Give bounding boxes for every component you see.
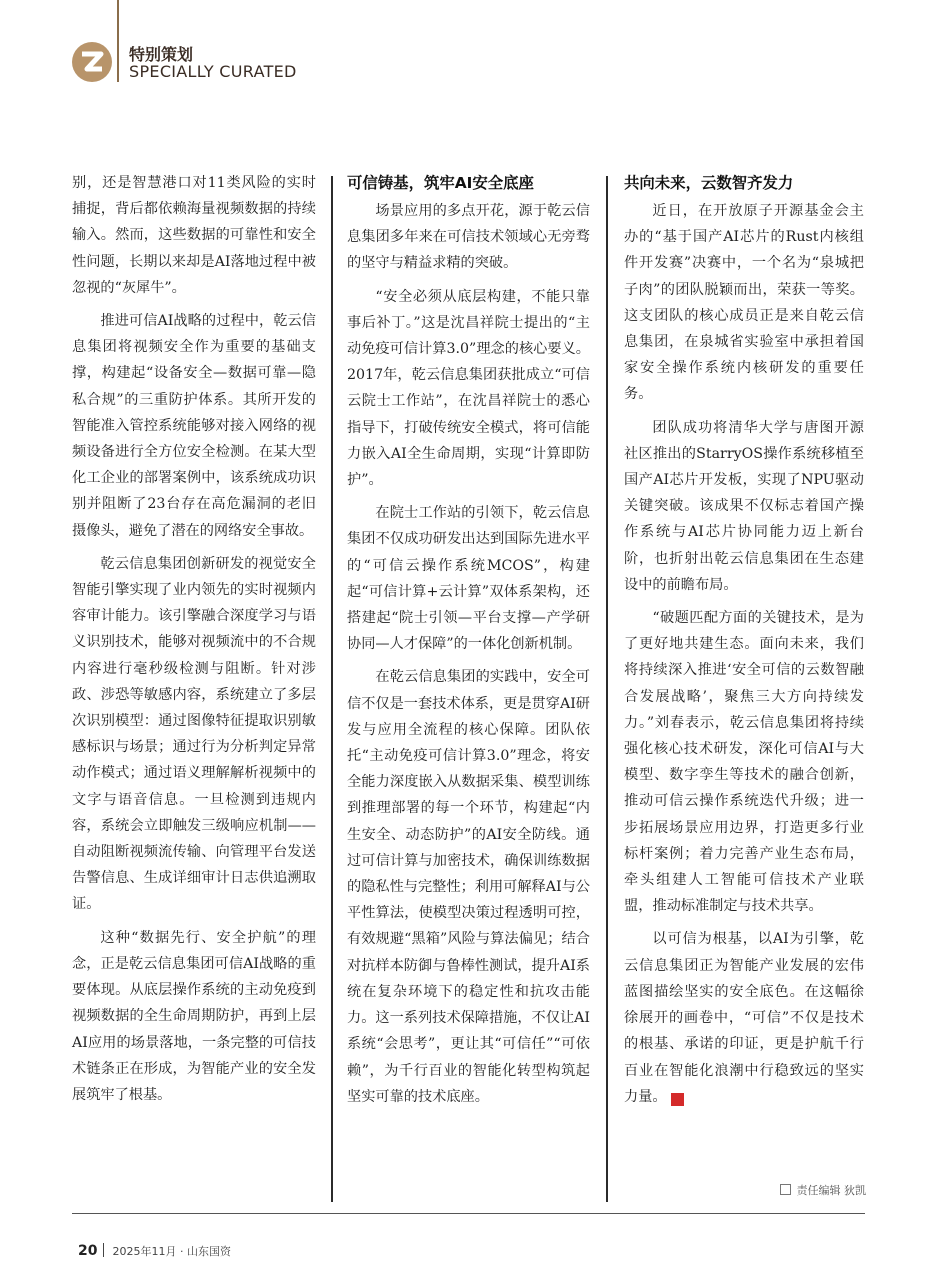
paragraph-final bbox=[624, 926, 864, 1109]
paragraph: “破题匹配方面的关键技术，是为了更好地共建生态。面向未来，我们将持续深入推进‘安全可信的云数智融合发展战略’，聚焦三大方向持续发力。”刘春表示，乾云信息集团将持续强化核心技术研发，深化可信AI与大模型、数字孪生等技术的融合创新，推动可信云操作系统迭代升级；进一步拓展场景应用边界，打造更多行业标杆案例；着力完善产业生态布局，牵头组建人工智能可信技术产业联盟，推动标准制定与技术共享。 bbox=[624, 610, 864, 915]
article-column-3 bbox=[624, 170, 864, 1117]
page-number: 20 bbox=[78, 1243, 98, 1259]
paragraph: 别，还是智慧港口对11类风险的实时捕捉，背后都依赖海量视频数据的持续输入。然而，这些数据的可靠性和安全性问题，长期以来却是AI落地过程中被忽视的“灰犀牛”。 bbox=[72, 175, 316, 296]
paragraph: 推进可信AI战略的过程中，乾云信息集团将视频安全作为重要的基础支撑，构建起“设备安全—数据可靠—隐私合规”的三重防护体系。其所开发的智能准入管控系统能够对接入网络的视频设备进行全方位安全检测。在某大型化工企业的部署案例中，该系统成功识别并阻断了23台存在高危漏洞的老旧摄像头，避免了潜在的网络安全事故。 bbox=[72, 313, 316, 539]
article-column-2 bbox=[347, 170, 590, 1117]
article-column-1 bbox=[72, 170, 316, 1115]
paragraph: 乾云信息集团创新研发的视觉安全智能引擎实现了业内领先的实时视频内容审计能力。该引擎融合深度学习与语义识别技术，能够对视频流中的不合规内容进行毫秒级检测与阻断。针对涉政、涉恐等敏感内容，系统建立了多层次识别模型：通过图像特征提取识别敏感标识与场景；通过行为分析判定异常动作模式；通过语义理解解析视频中的文字与语音信息。一旦检测到违规内容，系统会立即触发三级响应机制——自动阻断视频流传输、向管理平台发送告警信息、生成详细审计日志供追溯取证。 bbox=[72, 555, 316, 913]
issue-info: 2025年11月 · 山东国资 bbox=[112, 1245, 231, 1258]
paragraph: “安全必须从底层构建，不能只靠事后补丁。”这是沈昌祥院士提出的“主动免疫可信计算3.0”理念的核心要义。2017年，乾云信息集团获批成立“可信云院士工作站”，在沈昌祥院士的悉心指导下，打破传统安全模式，将可信能力嵌入AI全生命周期，实现“计算即防护”。 bbox=[347, 288, 590, 489]
section-heading: 共向未来，云数智齐发力 bbox=[624, 174, 794, 192]
section-title-cn: 特别策划 bbox=[129, 45, 194, 64]
editor-credit bbox=[780, 1182, 867, 1198]
paragraph: 近日，在开放原子开源基金会主办的“基于国产AI芯片的Rust内核组件开发赛”决赛中，一个名为“泉城把子肉”的团队脱颖而出，荣获一等奖。这支团队的核心成员正是来自乾云信息集团，在泉城省实验室中承担着国家安全操作系统内核研发的重要任务。 bbox=[624, 203, 864, 403]
editor-text: 责任编辑 狄凯 bbox=[796, 1184, 866, 1197]
footer-rule bbox=[72, 1213, 865, 1214]
paragraph: 团队成功将清华大学与唐图开源社区推出的StarryOS操作系统移植至国产AI芯片开发板，实现了NPU驱动关键突破。该成果不仅标志着国产操作系统与AI芯片协同能力迈上新台阶，也折射出乾云信息集团在生态建设中的前瞻布局。 bbox=[624, 419, 864, 593]
page-footer bbox=[78, 1243, 231, 1259]
section-heading: 可信铸基，筑牢AI安全底座 bbox=[347, 174, 534, 192]
header-rule bbox=[117, 0, 119, 82]
column-divider bbox=[331, 176, 333, 1202]
section-title-en: SPECIALLY CURATED bbox=[129, 62, 297, 81]
square-icon bbox=[780, 1184, 791, 1195]
end-mark-icon: 乙 bbox=[671, 1093, 684, 1106]
column-divider bbox=[606, 176, 608, 1202]
paragraph-text: 以可信为根基，以AI为引擎，乾云信息集团正为智能产业发展的宏伟蓝图描绘坚实的安全底色。在这幅徐徐展开的画卷中，“可信”不仅是技术的根基、承诺的印证，更是护航千行百业在智能化浪潮中行稳致远的坚实力量。 bbox=[624, 931, 864, 1105]
paragraph: 在院士工作站的引领下，乾云信息集团不仅成功研发出达到国际先进水平的“可信云操作系统MCOS”，构建起“可信计算+云计算”双体系架构，还搭建起“院士引领—平台支撑—产学研协同—人才保障”的一体化创新机制。 bbox=[347, 505, 590, 653]
magazine-logo-icon bbox=[70, 40, 114, 84]
paragraph: 场景应用的多点开花，源于乾云信息集团多年来在可信技术领域心无旁骛的坚守与精益求精的突破。 bbox=[347, 203, 590, 272]
paragraph: 这种“数据先行、安全护航”的理念，正是乾云信息集团可信AI战略的重要体现。从底层操作系统的主动免疫到视频数据的全生命周期防护，再到上层AI应用的场景落地，一条完整的可信技术链条正在形成，为智能产业的安全发展筑牢了根基。 bbox=[72, 929, 316, 1103]
paragraph: 在乾云信息集团的实践中，安全可信不仅是一套技术体系，更是贯穿AI研发与应用全流程的核心保障。团队依托“主动免疫可信计算3.0”理念，将安全能力深度嵌入从数据采集、模型训练到推理部署的每一个环节，构建起“内生安全、动态防护”的AI安全防线。通过可信计算与加密技术，确保训练数据的隐私性与完整性；利用可解释AI与公平性算法，使模型决策过程透明可控，有效规避“黑箱”风险与算法偏见；结合对抗样本防御与鲁棒性测试，提升AI系统在复杂环境下的稳定性和抗攻击能力。这一系列技术保障措施，不仅让AI系统“会思考”，更让其“可信任”“可依赖”，为千行百业的智能化转型构筑起坚实可靠的技术底座。 bbox=[347, 669, 590, 1105]
footer-separator bbox=[103, 1243, 104, 1257]
